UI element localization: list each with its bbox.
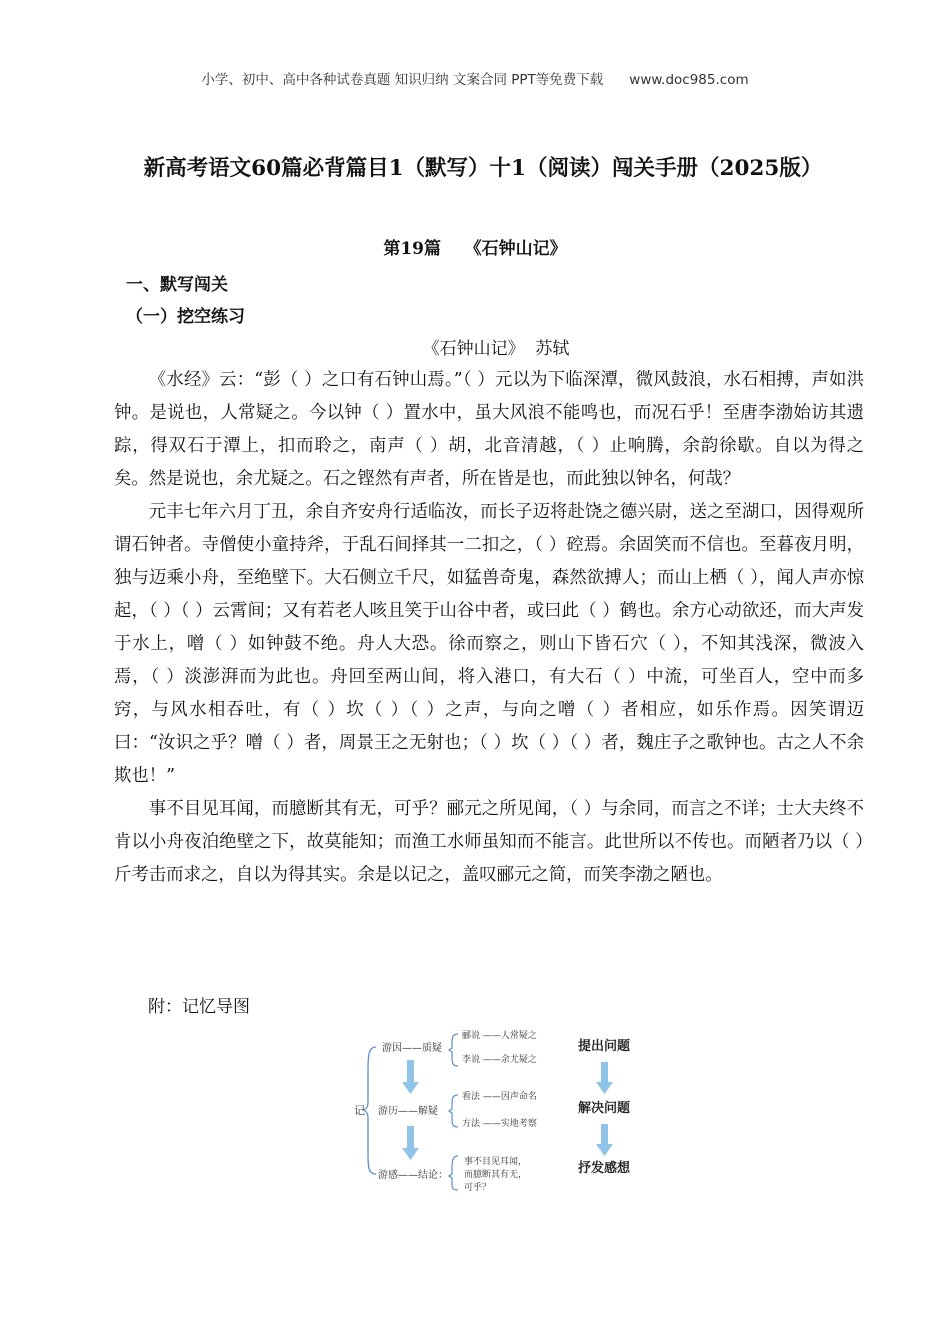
brace-2 (449, 1095, 458, 1127)
header-text: 小学、初中、高中各种试卷真题 知识归纳 文案合同 PPT等免费下载 (201, 72, 604, 88)
document-subtitle: 第19篇 《石钟山记》 (383, 239, 567, 259)
arrow-down-icon (596, 1062, 613, 1094)
document-title: 新高考语文60篇必背篇目1（默写）十1（阅读）闯关手册（2025版） (143, 156, 823, 181)
sub-item: 郦说 ——人常疑之 (462, 1031, 537, 1041)
paragraph-1: 《水经》云：“彭（ ）之口有石钟山焉。”（ ）元以为下临深潭，微风鼓浪，水石相搏，声如洪钟。是说也，人常疑之。今以钟（ ）置水中，虽大风浪不能鸣也，而况石乎！至唐李渤始访其遗踪，得双石于潭上，扣而聆之，南声（ ）胡，北音清越，（ ）止响腾，余韵徐歇。自以为得之矣。然是说也，余尤疑之。石之铿然有声者，所在皆是也，而此独以钟名，何哉？ (114, 370, 864, 489)
sub-item: 事不目见耳闻， (464, 1157, 528, 1167)
sub-item: 李说 ——余尤疑之 (462, 1055, 537, 1065)
mindmap-root: 记 (354, 1104, 365, 1117)
subsection-heading: （一）挖空练习 (126, 307, 245, 327)
mind-map (348, 1022, 648, 1192)
paragraph-3: 事不目见耳闻，而臆断其有无，可乎？郦元之所见闻，（ ）与余同，而言之不详；士大夫终不肯以小舟夜泊绝壁之下，故莫能知；而渔工水师虽知而不能言。此世所以不传也。而陋者乃以（ ）斤考击而求之，自以为得其实。余是以记之，盖叹郦元之简，而笑李渤之陋也。 (114, 799, 864, 885)
section-heading: 一、默写闯关 (126, 275, 228, 295)
label-raise-question: 提出问题 (578, 1039, 631, 1054)
sub-item: 看法 ——因声命名 (462, 1092, 537, 1102)
sub-item: 而臆断其有无， (464, 1170, 528, 1180)
arrow-down-icon (402, 1126, 419, 1160)
page-header (0, 68, 950, 88)
arrow-down-icon (402, 1060, 419, 1094)
paragraph-2: 元丰七年六月丁丑，余自齐安舟行适临汝，而长子迈将赴饶之德兴尉，送之至湖口，因得观所谓石钟者。寺僧使小童持斧，于乱石间择其一二扣之，（ ）硿焉。余固笑而不信也。至暮夜月明，独与迈乘小舟，至绝壁下。大石侧立千尺，如猛兽奇鬼，森然欲搏人；而山上栖（ ），闻人声亦惊起，（ ）（ ）云霄间；又有若老人咳且笑于山谷中者，或曰此（ ）鹤也。余方心动欲还，而大声发于水上，噌（ ）如钟鼓不绝。舟人大恐。徐而察之，则山下皆石穴（ ），不知其浅深，微波入焉，（ ）淡澎湃而为此也。舟回至两山间，将入港口，有大石（ ）中流，可坐百人，空中而多窍，与风水相吞吐，有（ ）坎（ ）（ ）之声，与向之噌（ ）者相应，如乐作焉。因笑谓迈曰：“汝识之乎？噌（ ）者，周景王之无射也；（ ）坎（ ）（ ）者，魏庄子之歌钟也。古之人不余欺也！” (114, 502, 864, 786)
root-brace (362, 1047, 376, 1174)
label-express-feeling: 抒发感想 (578, 1161, 631, 1176)
header-site: www.doc985.com (629, 72, 749, 88)
text-title: 《石钟山记》 苏轼 (422, 339, 570, 359)
brace-3 (449, 1156, 458, 1190)
exercise-text (114, 364, 864, 892)
appendix-label: 附：记忆导图 (148, 997, 250, 1017)
stage-3: 游感——结论： (378, 1170, 448, 1181)
stage-1: 游因——质疑 (382, 1043, 442, 1054)
sub-item: 可乎？ (464, 1183, 492, 1192)
arrow-down-icon (596, 1124, 613, 1156)
label-solve-question: 解决问题 (578, 1101, 631, 1116)
brace-1 (449, 1034, 458, 1066)
stage-2: 游历——解疑 (378, 1106, 438, 1117)
sub-item: 方法 ——实地考察 (462, 1119, 537, 1129)
